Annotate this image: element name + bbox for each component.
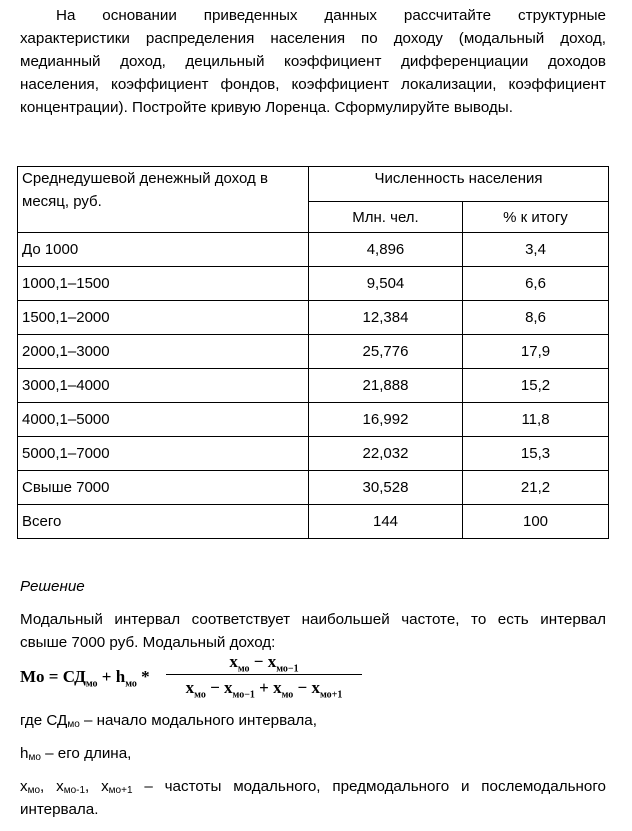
row-mln: 12,384 [309, 301, 463, 335]
table-row [18, 505, 609, 539]
header-pct: % к итогу [463, 202, 609, 233]
table-row [18, 437, 609, 471]
formula-explanation [20, 709, 606, 831]
income-distribution-table [17, 166, 609, 539]
row-label: Свыше 7000 [18, 471, 309, 505]
row-pct: 21,2 [463, 471, 609, 505]
table-row [18, 403, 609, 437]
task-paragraph: На основании приведенных данных рассчитайте структурные характеристики распределения населения по доходу (модальный доход, медианный доход, децильный коэффициент дифференциации доходов населения, коэффициент фондов, коэффициент локализации, коэффициент концентрации). Постройте кривую Лоренца. Сформулируйте выводы. [20, 7, 606, 116]
where-line-1: где $СД_{мо}$ – начало модального интервала, [20, 712, 317, 730]
row-pct: 15,3 [463, 437, 609, 471]
row-label: Всего [18, 505, 309, 539]
mode-formula [20, 650, 440, 702]
where-line-3: $x_{мо}$, $x_{мо-1}$, $x_{мо+1}$ – частоты модального, предмодального и послемодального интервала. [20, 778, 606, 818]
row-mln: 30,528 [309, 471, 463, 505]
row-mln: 22,032 [309, 437, 463, 471]
row-label: 5000,1–7000 [18, 437, 309, 471]
row-label: До 1000 [18, 233, 309, 267]
row-mln: 16,992 [309, 403, 463, 437]
row-pct: 3,4 [463, 233, 609, 267]
row-label: 3000,1–4000 [18, 369, 309, 403]
formula-lhs-sub: мо [85, 678, 98, 690]
solution-heading: Решение [20, 578, 85, 595]
document-page [20, 4, 606, 654]
row-pct: 6,6 [463, 267, 609, 301]
row-mln: 4,896 [309, 233, 463, 267]
where-line-2: $h_{мо}$ – его длина, [20, 745, 132, 763]
formula-denominator: $x_{мо} - x_{мо-1} + x_{мо} - x_{мо+1}$ [185, 678, 343, 701]
row-label: 1500,1–2000 [18, 301, 309, 335]
formula-lhs: Mo = СД [20, 667, 86, 686]
row-pct: 100 [463, 505, 609, 539]
row-mln: 9,504 [309, 267, 463, 301]
formula-numerator: $x_{мо} - x_{мо-1}$ [229, 652, 299, 675]
row-mln: 25,776 [309, 335, 463, 369]
row-pct: 11,8 [463, 403, 609, 437]
row-label: 4000,1–5000 [18, 403, 309, 437]
table-row [18, 369, 609, 403]
row-label: 2000,1–3000 [18, 335, 309, 369]
table-row [18, 301, 609, 335]
header-mln: Млн. чел. [309, 202, 463, 233]
header-population: Численность населения [309, 167, 609, 202]
row-pct: 8,6 [463, 301, 609, 335]
table-row [18, 335, 609, 369]
table-row [18, 267, 609, 301]
row-label: 1000,1–1500 [18, 267, 309, 301]
row-mln: 21,888 [309, 369, 463, 403]
table-row [18, 471, 609, 505]
formula-plus-h: + h [97, 667, 126, 686]
row-pct: 15,2 [463, 369, 609, 403]
formula-h-sub: мо [125, 678, 137, 690]
header-income: Среднедушевой денежный доход в месяц, руб. [18, 167, 309, 233]
row-pct: 17,9 [463, 335, 609, 369]
solution-paragraph: Модальный интервал соответствует наибольшей частоте, то есть интервал свыше 7000 руб. Модальный доход: [20, 611, 606, 651]
table-row [18, 233, 609, 267]
formula-times: * [136, 667, 150, 686]
row-mln: 144 [309, 505, 463, 539]
